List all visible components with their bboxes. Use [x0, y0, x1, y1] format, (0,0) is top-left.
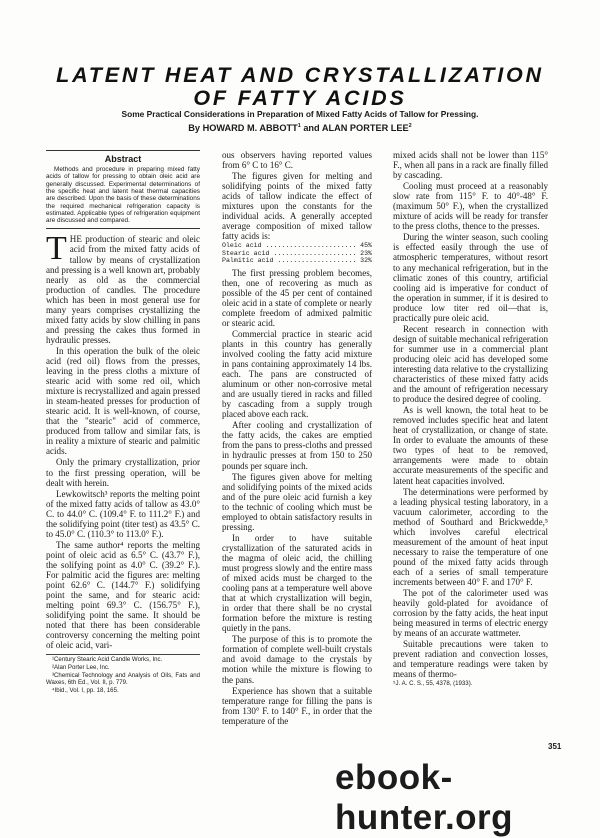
paragraph: Suitable precautions were taken to prevent radiation and convection losses, and temperature readings were taken by means of thermo- — [393, 639, 548, 680]
paragraph: Recent research in connection with design of suitable mechanical refrigeration for summer use in a commercial plant producing oleic acid has developed some interesting data relative to the crystallizing characteristics of these mixed fatty acids and the amount of refrigeration necessary to produce the desired degree of cooling. — [393, 323, 548, 405]
footnote-5: ⁵J. A. C. S., 55, 4378, (1933). — [393, 680, 473, 688]
paragraph: As is well known, the total heat to be removed includes specific heat and latent heat of crystallization, or change of state. In order to evaluate the amounts of these two types of heat to be removed, arrangements were made to obtain accurate measurements of the specific and latent heat capacities involved. — [393, 405, 548, 486]
page-number: 351 — [548, 742, 562, 751]
paragraph: In this operation the bulk of the oleic acid (red oil) flows from the presses, leaving in the press cloths a mixture of stearic acid with some red oil, which mixture is recrystallized and again pressed in steam-heated presses for production of stearic acid. It is well-known, of course, that the "stearic" acid of commerce, produced from tallow and similar fats, is in reality a mixture of stearic and palmitic acids. — [46, 345, 200, 457]
column-2 — [222, 150, 372, 726]
paragraph: The pot of the calorimeter used was heavily gold-plated for avoidance of corrosion by the fatty acids, the heat input being measured in terms of electric energy by means of an accurate wattmeter. — [393, 588, 548, 639]
paragraph: During the winter season, such cooling is effected easily through the use of atmospheric temperatures, without resort to any mechanical refrigeration, but in the climatic zones of this country, artificial cooling aid is imperative for conduct of the operation in summer, if it is desired to produce low titer red oil—that is, practically pure oleic acid. — [393, 232, 548, 323]
footnote-1: ¹Century Stearic Acid Candle Works, Inc. — [52, 656, 163, 664]
article-title: LATENT HEAT AND CRYSTALLIZATION OF FATTY ACIDS — [56, 63, 544, 110]
paragraph: mixed acids shall not be lower than 115° F., when all pans in a rack are finally filled by cascading. — [393, 150, 548, 181]
column-1 — [46, 150, 200, 695]
composition-value: 45% — [360, 242, 372, 250]
composition-row — [222, 242, 372, 249]
composition-row — [222, 257, 372, 264]
paragraph: The first pressing problem becomes, then, one of recovering as much as possible of the 45 per cent of contained oleic acid in a state of complete or nearly complete freedom of admixed palmitic or stearic acid. — [222, 267, 372, 328]
abstract-text: Methods and procedure in preparing mixed fatty acids of tallow for pressing to obtain oleic acid are generally discussed. Experimental determinations of the specific heat and latent heat thermal capacities are described. Upon the basis of these determinations the required mechanical refrigeration capacity is estimated. Applicable types of refrigeration equipment are discussed and compared. — [46, 166, 200, 225]
composition-name: Stearic acid ..... — [222, 250, 358, 257]
intro-paragraph — [46, 230, 200, 345]
paragraph: ous observers having reported values from 6° C to 16° C. — [222, 150, 372, 171]
paragraph: Lewkowitsch³ reports the melting point of the mixed fatty acids of tallow as 43.0° C. to 44.0° C. (109.4° F. to 111.2° F.) and the solidifying point (titer test) as 43.5° C. to 45.0° C. (110.3° to 113.0° F.). — [46, 488, 200, 539]
paragraph: The figures given for melting and solidifying points of the mixed fatty acids of tallow indicate the effect of mixtures upon the constants for the individual acids. A generally accepted average composition of mixed tallow fatty acids is: — [222, 171, 372, 242]
paragraph: Cooling must proceed at a reasonably slow rate from 115° F. to 40°-48° F. (maximum 50° F.), when the crystallized mixture of acids will be ready for transfer to the press cloths, thence to the presses. — [393, 181, 548, 232]
footnotes — [46, 654, 200, 695]
byline-author-2: and ALAN PORTER LEE — [300, 123, 409, 134]
byline-author-1: By HOWARD M. ABBOTT — [188, 123, 298, 134]
paragraph: The figures given above for melting and solidifying points of the mixed acids and of the pure oleic acid furnish a key to the technic of cooling which must be employed to obtain satisfactory results in pressing. — [222, 471, 372, 532]
byline — [20, 123, 580, 133]
column-3 — [393, 150, 548, 688]
abstract-heading: Abstract — [104, 154, 142, 164]
abstract-box — [46, 150, 200, 229]
composition-value: 23% — [360, 249, 372, 257]
composition-name: Palmitic acid ..... — [222, 257, 358, 264]
composition-value: 32% — [360, 257, 372, 265]
composition-table — [222, 242, 372, 264]
paragraph: After cooling and crystallization of the fatty acids, the cakes are emptied from the pans to press-cloths and pressed in hydraulic presses at from 150 to 250 pounds per square inch. — [222, 420, 372, 471]
article-subtitle: Some Practical Considerations in Preparation of Mixed Fatty Acids of Tallow for Pressing. — [121, 109, 479, 119]
footnote-3: ³Chemical Technology and Analysis of Oils, Fats and Waxes, 6th Ed., Vol. II, p. 779. — [46, 672, 200, 687]
byline-footnote-mark-1: 1 — [297, 123, 301, 129]
paragraph: In order to have suitable crystallization of the saturated acids in the magma of oleic acid, the chilling must progress slowly and the entire mass of mixed acids must be charged to the cooling pans at a temperature well above that at which crystallization will begin, in order that there shall be no crystal formation before the mixture is resting quietly in the pans. — [222, 532, 372, 634]
paragraph: Commercial practice in stearic acid plants in this country has generally involved cooling the fatty acid mixture in pans containing approximately 14 lbs. each. The pans are constructed of aluminum or other non-corrosive metal and are usually tiered in racks and filled by cascading from a supply trough placed above each rack. — [222, 328, 372, 420]
watermark: ebook-hunter.org — [335, 758, 514, 837]
composition-name: Oleic acid ..... — [222, 242, 358, 249]
footnote-4: ⁴Ibid., Vol. I, pp. 18, 165. — [52, 686, 119, 694]
paragraph: The determinations were performed by a leading physical testing laboratory, in a vacuum calorimeter, according to the method of Southard and Brickwedde,⁵ which involves careful electrical measurement of the amount of heat input necessary to raise the temperature of one pound of the mixed fatty acids through each of a series of small temperature increments between 40° F. and 170° F. — [393, 486, 548, 587]
intro-text: HE production of stearic and oleic acid from the mixed fatty acids of tallow by means of crystallization and pressing is a well known art, probably nearly as old as the commercial production of candles. The procedure which has been in most general use for many years comprises crystallizing the mixed fatty acids by slow chilling in pans and pressing the cakes thus formed in hydraulic presses. — [46, 234, 200, 345]
paragraph: Only the primary crystallization, prior to the first pressing operation, will be dealt with herein. — [46, 457, 200, 488]
composition-row — [222, 250, 372, 257]
footnote-2: ²Alan Porter Lee, Inc. — [52, 664, 110, 672]
paragraph: The purpose of this is to promote the formation of complete well-built crystals and avoid damage to the crystals by motion while the mixture is flowing to the pans. — [222, 634, 372, 685]
byline-footnote-mark-2: 2 — [408, 123, 412, 129]
paragraph: Experience has shown that a suitable temperature range for filling the pans is from 130° F. to 140° F., in order that the temperature of the — [222, 685, 372, 726]
drop-cap: T — [46, 230, 67, 268]
paragraph: The same author⁴ reports the melting point of oleic acid as 6.5° C. (43.7° F.), the solifying point as 4.0° C. (39.2° F.). For palmitic acid the figures are: melting point 62.6° C. (144.7° F.) solidifying point the same, and for stearic acid: melting point 69.3° C. (156.75° F.), solidifying point the same. It should be noted that there has been considerable controversy concerning the melting point of oleic acid, vari- — [46, 539, 200, 651]
